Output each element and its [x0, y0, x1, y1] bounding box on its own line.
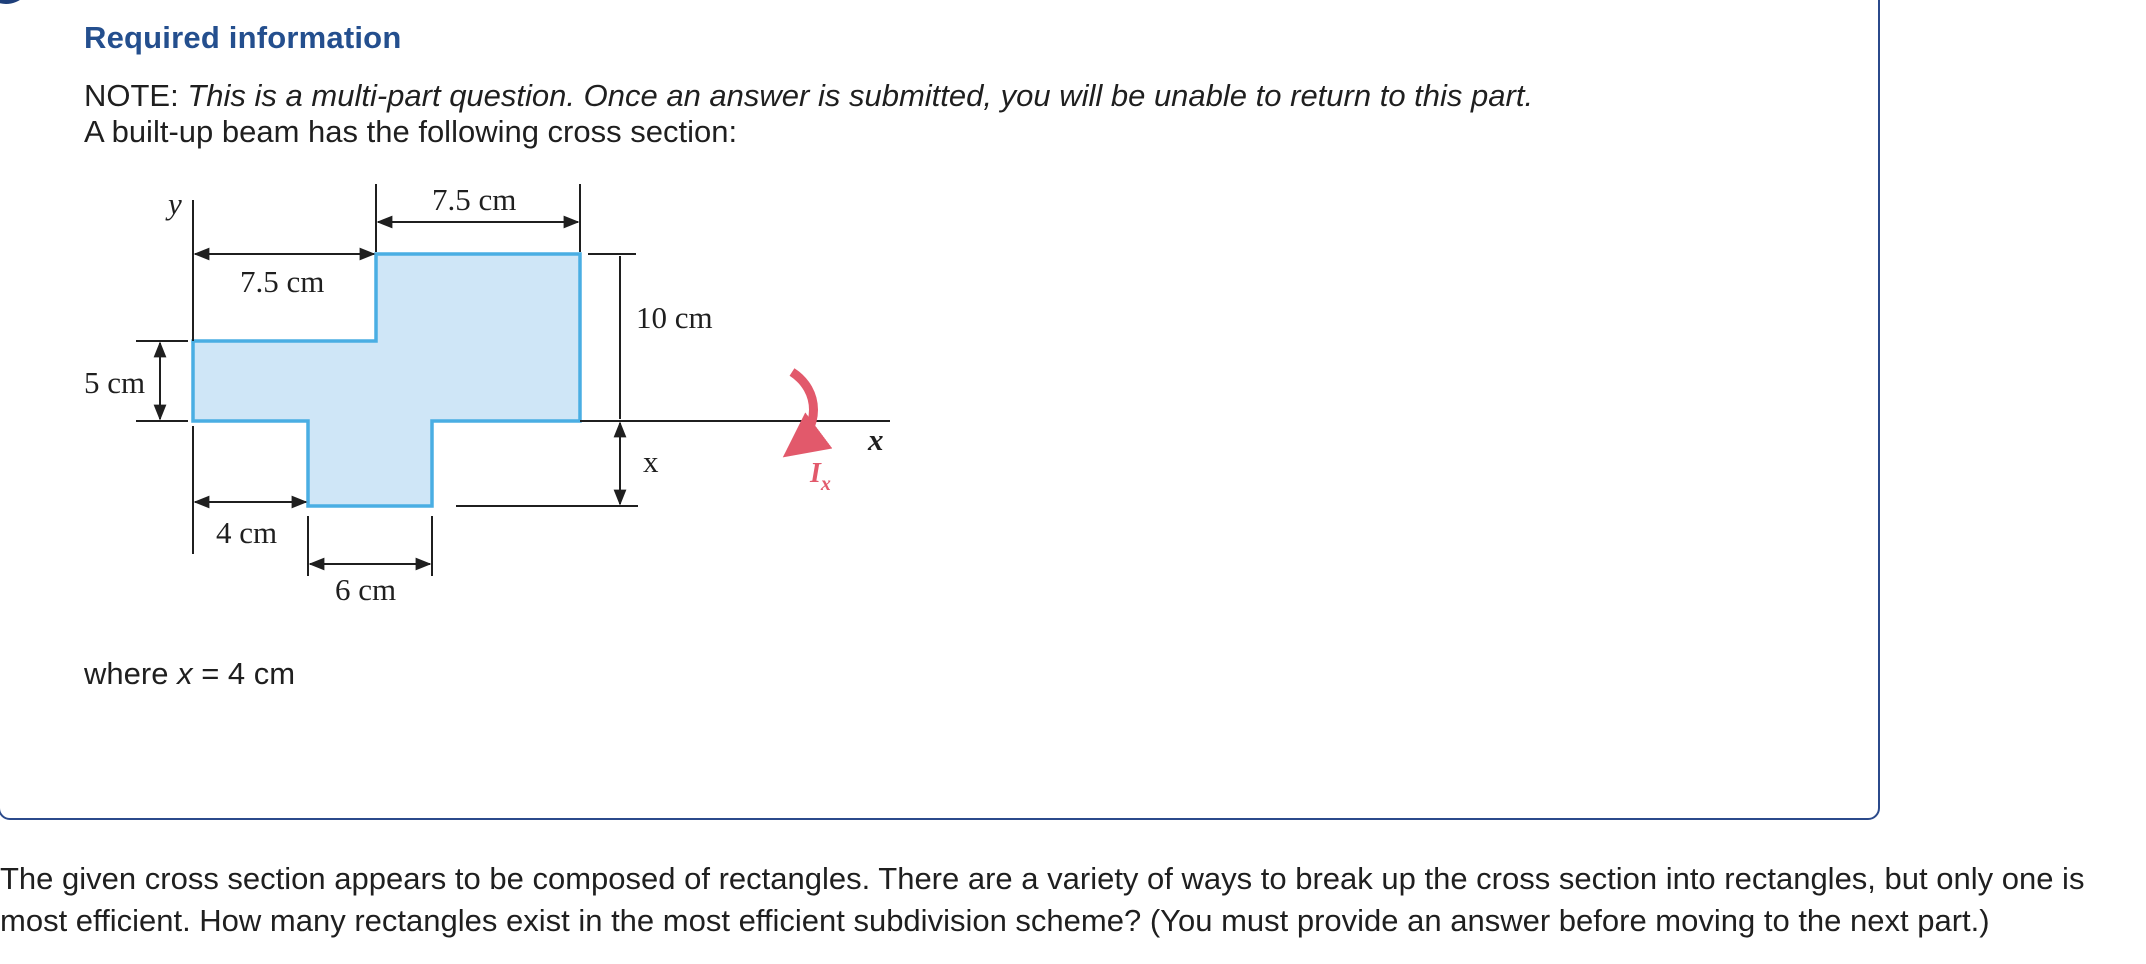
x-dim-label: x [643, 444, 659, 479]
intro-text: A built-up beam has the following cross section: [84, 114, 738, 149]
top-width-label: 7.5 cm [432, 182, 517, 217]
left-top-width-label: 7.5 cm [240, 264, 325, 299]
where-value: = 4 cm [201, 656, 296, 691]
note-label: NOTE: [84, 78, 179, 113]
moment-arrow-icon [790, 372, 814, 452]
note-line [84, 76, 1533, 116]
where-line [84, 654, 295, 694]
note-text: This is a multi-part question. Once an answer is submitted, you will be unable to return to this part. [187, 78, 1534, 113]
required-info-title: Required information [84, 20, 402, 55]
beam-cross-section-figure [70, 180, 910, 620]
where-variable: x [177, 656, 193, 691]
moment-label-sub: x [820, 473, 831, 495]
x-axis-label: x [868, 422, 884, 457]
stem-width-label: 6 cm [335, 572, 397, 607]
left-offset-label: 4 cm [216, 515, 278, 550]
question-text: The given cross section appears to be composed of rectangles. There are a variety of ways to break up the cross section into rectangles, but only one is most efficient. How many rectangles exist in the most efficient subdivision scheme? (You must provide an answer before moving to the next part.) [0, 861, 2085, 938]
y-axis-label: y [168, 186, 182, 221]
panel-badge-icon [0, 0, 32, 4]
left-height-label: 5 cm [84, 365, 146, 400]
moment-label [809, 458, 831, 495]
moment-label-main: I [810, 458, 821, 489]
height-label: 10 cm [636, 300, 713, 335]
where-prefix: where [84, 656, 169, 691]
